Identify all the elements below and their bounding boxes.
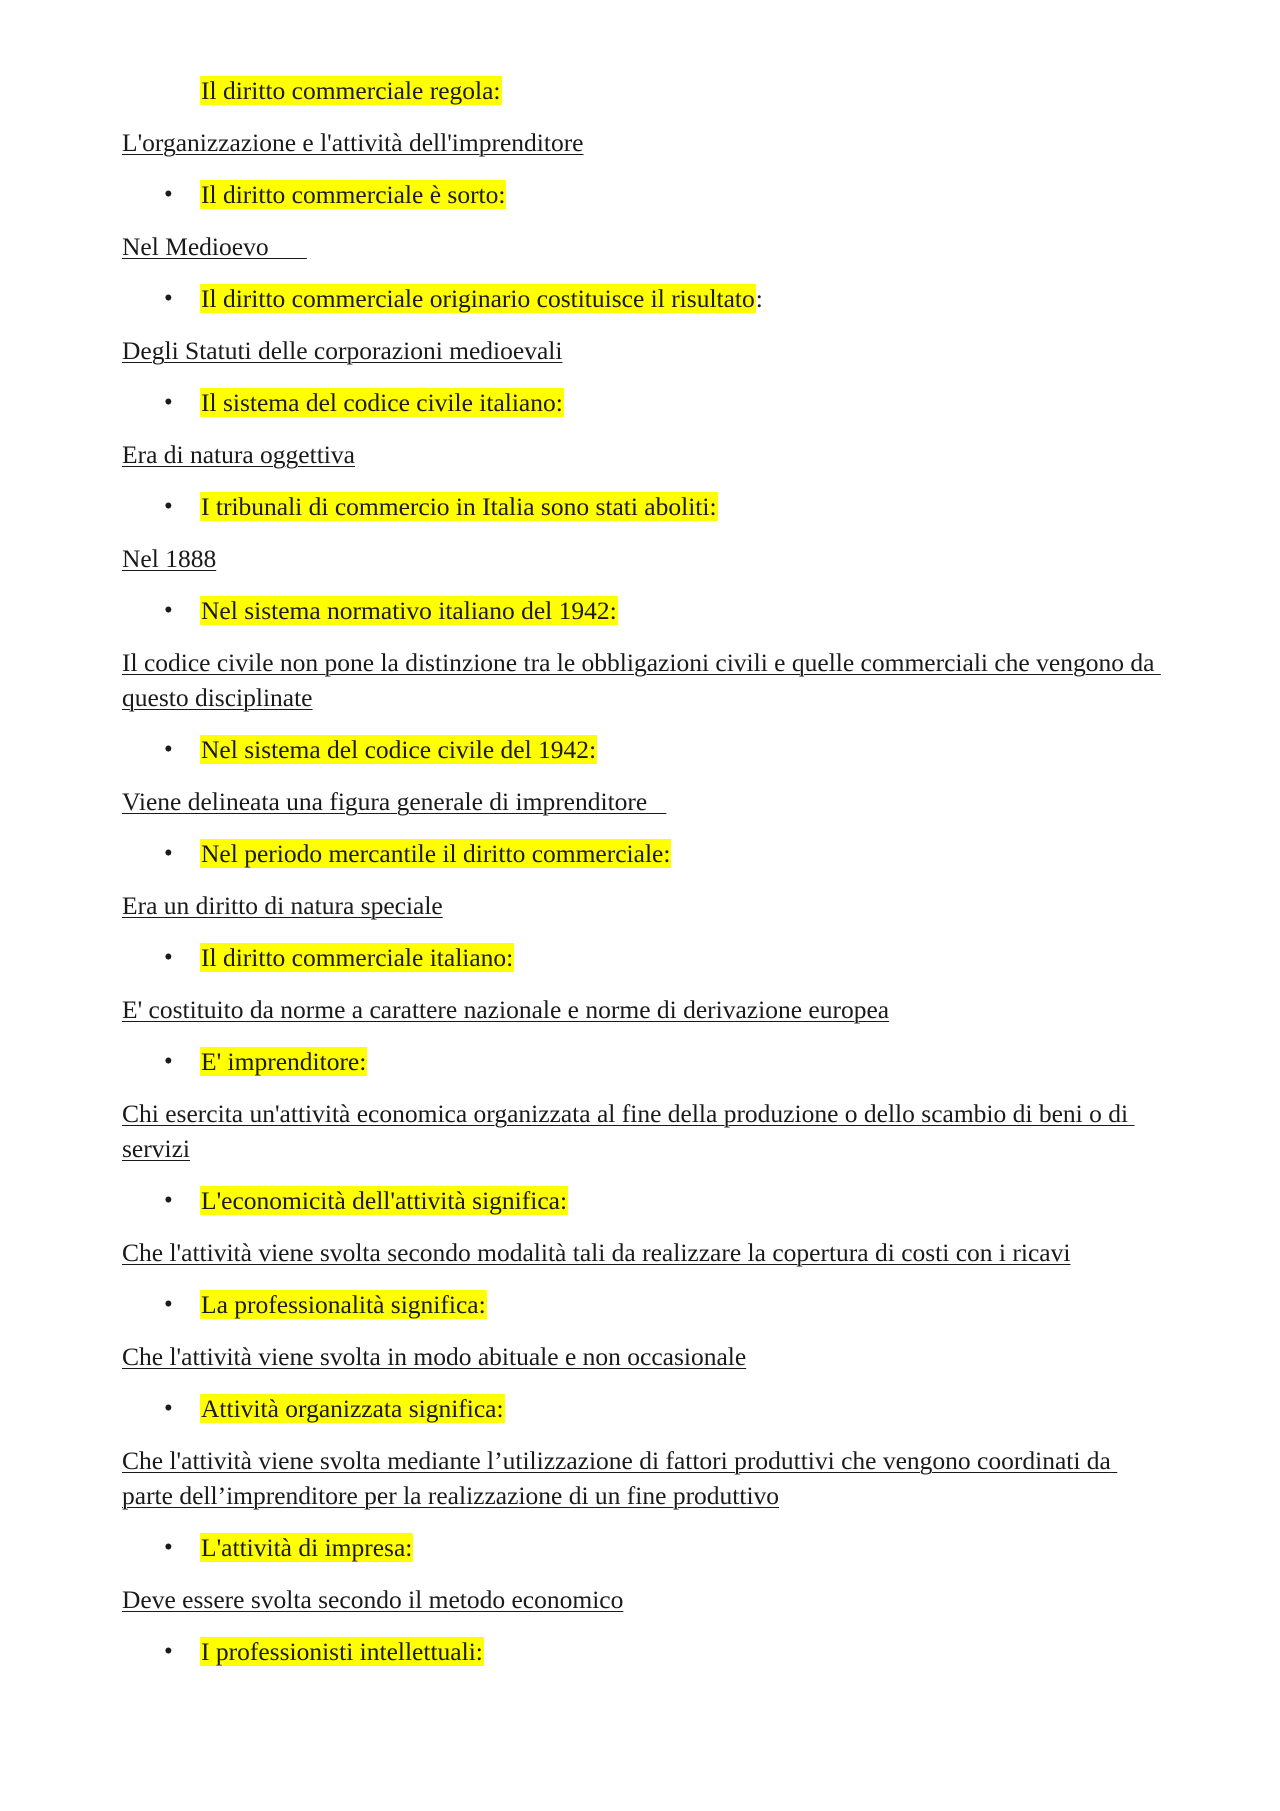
question-line xyxy=(122,489,1162,524)
bullet-icon: • xyxy=(164,1395,173,1422)
question-line xyxy=(122,732,1162,767)
bullet-icon: • xyxy=(164,736,173,763)
highlighted-question: La professionalità significa: xyxy=(201,1290,486,1319)
bullet-icon: • xyxy=(164,285,173,312)
highlighted-question: Nel sistema normativo italiano del 1942: xyxy=(201,596,617,625)
question-text xyxy=(200,593,618,628)
highlighted-question: Attività organizzata significa: xyxy=(201,1394,504,1423)
highlighted-question: L'economicità dell'attività significa: xyxy=(201,1186,568,1215)
highlighted-question: Il diritto commerciale regola: xyxy=(201,76,501,105)
highlighted-question: Il diritto commerciale è sorto: xyxy=(201,180,506,209)
document-body xyxy=(122,73,1162,1686)
highlighted-question: L'attività di impresa: xyxy=(201,1533,413,1562)
highlighted-question: I tribunali di commercio in Italia sono stati aboliti: xyxy=(201,492,717,521)
question-line xyxy=(122,73,1162,108)
highlighted-question: Il diritto commerciale italiano: xyxy=(201,943,514,972)
question-text xyxy=(200,940,514,975)
highlighted-question: Nel periodo mercantile il diritto commerciale: xyxy=(201,839,671,868)
question-text xyxy=(200,177,506,212)
bullet-icon: • xyxy=(164,1187,173,1214)
answer-text: Il codice civile non pone la distinzione tra le obbligazioni civili e quelle commerciali che vengono da questo disciplinate xyxy=(122,648,1161,712)
highlighted-question: Il sistema del codice civile italiano: xyxy=(201,388,563,417)
question-text xyxy=(200,1183,568,1218)
question-text xyxy=(200,1391,505,1426)
bullet-icon: • xyxy=(164,1638,173,1665)
bullet-icon: • xyxy=(164,840,173,867)
answer-text: Deve essere svolta secondo il metodo economico xyxy=(122,1585,624,1614)
answer-text: Degli Statuti delle corporazioni medioevali xyxy=(122,336,563,365)
answer-text: Era di natura oggettiva xyxy=(122,440,355,469)
question-line xyxy=(122,177,1162,212)
question-line xyxy=(122,940,1162,975)
question-text xyxy=(200,489,718,524)
answer-text: Nel Medioevo xyxy=(122,232,307,261)
question-text xyxy=(200,1530,413,1565)
answer-text: Che l'attività viene svolta secondo modalità tali da realizzare la copertura di costi con i ricavi xyxy=(122,1238,1071,1267)
highlighted-question: Il diritto commerciale originario costituisce il risultato xyxy=(201,284,755,313)
question-line xyxy=(122,593,1162,628)
answer-text: Nel 1888 xyxy=(122,544,217,573)
question-line xyxy=(122,385,1162,420)
question-line xyxy=(122,836,1162,871)
question-line xyxy=(122,1391,1162,1426)
highlighted-question: Nel sistema del codice civile del 1942: xyxy=(201,735,597,764)
question-line xyxy=(122,1287,1162,1322)
question-text xyxy=(200,1634,484,1669)
question-text xyxy=(200,1044,367,1079)
question-text xyxy=(200,385,564,420)
answer-text: Che l'attività viene svolta mediante l’utilizzazione di fattori produttivi che vengono coordinati da parte dell’imprenditore per la realizzazione di un fine produttivo xyxy=(122,1446,1118,1510)
question-tail: : xyxy=(755,284,763,313)
bullet-icon: • xyxy=(164,181,173,208)
bullet-icon: • xyxy=(164,1048,173,1075)
bullet-icon: • xyxy=(164,597,173,624)
highlighted-question: E' imprenditore: xyxy=(201,1047,367,1076)
answer-text: E' costituito da norme a carattere nazionale e norme di derivazione europea xyxy=(122,995,890,1024)
bullet-icon: • xyxy=(164,1291,173,1318)
question-line xyxy=(122,1183,1162,1218)
question-line xyxy=(122,1044,1162,1079)
answer-text: Chi esercita un'attività economica organizzata al fine della produzione o dello scambio di beni o di servizi xyxy=(122,1099,1135,1163)
bullet-icon: • xyxy=(164,1534,173,1561)
question-line xyxy=(122,1530,1162,1565)
answer-text: Era un diritto di natura speciale xyxy=(122,891,443,920)
question-line xyxy=(122,1634,1162,1669)
answer-text: Viene delineata una figura generale di imprenditore xyxy=(122,787,667,816)
highlighted-question: I professionisti intellettuali: xyxy=(201,1637,483,1666)
question-text xyxy=(200,732,597,767)
bullet-icon: • xyxy=(164,493,173,520)
answer-text: L'organizzazione e l'attività dell'imprenditore xyxy=(122,128,584,157)
answer-text: Che l'attività viene svolta in modo abituale e non occasionale xyxy=(122,1342,747,1371)
question-text xyxy=(200,836,671,871)
question-line xyxy=(122,281,1162,316)
bullet-icon: • xyxy=(164,389,173,416)
question-text xyxy=(200,281,763,316)
question-text xyxy=(200,1287,487,1322)
question-text xyxy=(200,73,502,108)
bullet-icon: • xyxy=(164,944,173,971)
